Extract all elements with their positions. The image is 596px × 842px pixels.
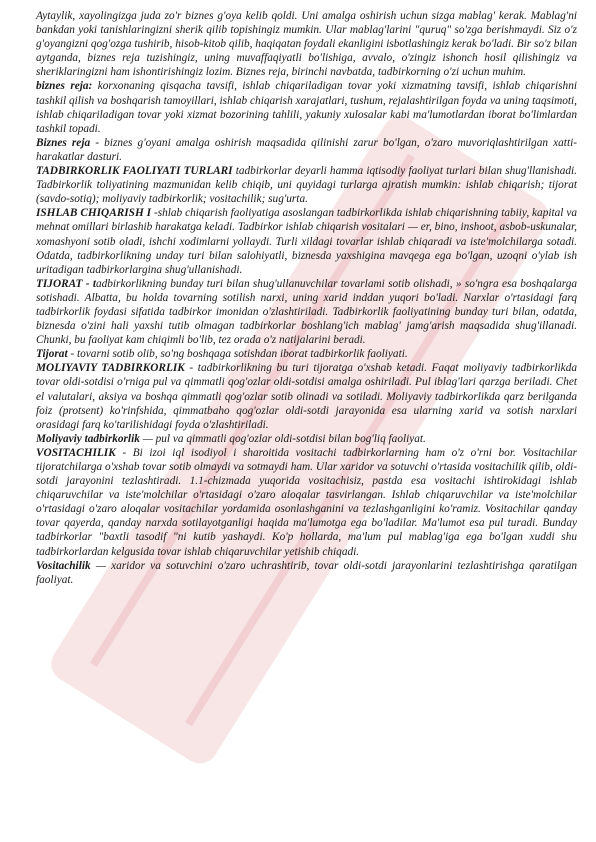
paragraph-lead: TADBIRKORLIK FAOLIYATI TURLARI <box>36 165 233 178</box>
document-body <box>36 9 577 587</box>
paragraph-lead: Biznes reja <box>36 136 91 149</box>
paragraph-lead: Moliyaviy tadbirkorlik <box>36 432 140 445</box>
paragraph-ishlab-chiqarish <box>36 206 577 276</box>
paragraph-lead: MOLIYAVIY TADBIRKORLIK <box>36 362 185 375</box>
paragraph-lead: Vositachilik <box>36 559 91 572</box>
paragraph-lead: ISHLAB CHIQARISH I <box>36 207 152 220</box>
paragraph-tijorat-definition <box>36 347 577 361</box>
paragraph-text: korxonaning qisqacha tavsifi, ishlab chiqariladigan tovar yoki xizmatning tavsifi, ishlab chiqarishni tashkil qilish va boshqarish tamoyillari, ishlab chiqarish xarajatlari, tushum, rejalashtirilgan foyda va uning taqsimoti, ishlab chiqariladigan tovar yoki xizmat bozorining tahlili, yakuniy xulosalar kabi ma'lumotlardan iborat bo'limlardan tashkil topadi. <box>36 80 577 135</box>
paragraph-text: adbirkorlikning bunday turi bilan shug'ullanuvchilar tovarlami sotib olishadi, » so'ngra esa boshqalarga sotishadi. Albatta, bu holda tovarning sotilish narxi, uning xarid inddan yuqori bo'ladi. Narxlar o'rtasidagi farq tadbirkorlik foydasi sifatida tadbirkor imonidan o'zlashtiriladi. Tadbirkorlik faoliyatining bunday turi bilan, odatda, biznesda o'zini hali yaxshi tutib olmagan tadbirkorlar boshlang'ich mablag' jamg'arish maqsadida shug'illanadi. Chunki, bu faoliyat kam chiqimli bo'lib, tez orada o'z natijalarini beradi. <box>36 277 578 347</box>
paragraph-text: — pul va qimmatli qog'ozlar oldi-sotdisi bilan bog'liq faoliyat. <box>139 432 426 445</box>
paragraph-moliyaviy <box>36 361 577 431</box>
paragraph-text: — xaridor va sotuvchini o'zaro uchrashtirib, tovar oldi-sotdi jarayonlarini tezlashtirishga qaratilgan faoliyat. <box>36 559 577 586</box>
paragraph-text: - Bi izoi iql isodiyol i sharoitida vositachi tadbirkorlarning ham o'z o'rni bor. Vositachilar tijoratchilarga o'xshab tovar sotib olmaydi va sotmaydi ham. Ular xaridor va sotuvchi o'rtasida vositachilik qilib, oldi-sotdi jarayonini tezlashtiradi. 1.1-chizmada yuqorida vositachisiz, pastda esa vositachi ishtirokidagi ishlab chiqaruvchilar va iste'molchilar o'rtasidagi o'zaro aloqalar tasvirlangan. Ishlab chiqaruvchilar va iste'molchilar o'rtasidagi o'zaro aloqalar vositachilar yordamida osonlashganini va tezlashganligini ko'ramiz. Vositachilar qanday tovar qayerda, qanday narxda sotilayotganligi haqida ma'lumotga ega bo'ladilar. Ma'lumot esa pul turadi. Bunday tadbirkorlar "baxtli tasodif "ni kutib yashaydi. Ko'p hollarda, ma'lum pul mablag'iga ega bo'lgan xuddi shu tadbirkorlardan kelgusida tovar ishlab chiqaruvchilar yetishib chiqadi. <box>36 446 577 558</box>
paragraph-text: tadbirkorlar deyarli hamma iqtisodiy faoliyat turlari bilan shug'llanishadi. Tadbirkorlik toliyatining mazmunidan kelib chiqib, uni quyidagi turlarga ajratish mumkin: ishlab chiqarish; tijorat (savdo-sotiq); moliyaviy tadbirkorlik; vositachilik; sug'urta. <box>36 165 577 206</box>
paragraph-lead: Tijorat <box>36 348 68 361</box>
paragraph-text: - tovarni sotib olib, so'ng boshqaga sotishdan iborat tadbirkorlik faoliyati. <box>67 348 408 361</box>
paragraph-text: - tadbirkorlikning bu turi tijoratga o'xshab ketadi. Faqat moliyaviy tadbirkorlikda tovar oldi-sotdisi o'rniga pul va qimmatli qog'ozlar oldi-sotdisi amalga oshiriladi. Pul iblag'lari qarzga beriladi. Chet el valutalari, aksiya va boshqa qimmatli qog'ozlar sotib olinadi va sotiladi. Moliyaviy tadbirkorlikda qarz berilganda foiz (protsent) ko'rinfshida, qimmatbaho qog'ozlar oldi-sotdi jarayonida esa ularning xarid va sotish narxlari orasidagi farq ko'tarilishidagi foyda o'zlashtiriladi. <box>36 362 577 431</box>
paragraph-biznes-reja-definition <box>36 136 577 164</box>
paragraph-lead: VOSITACHILIK <box>36 446 116 459</box>
paragraph-text: - biznes g'oyani amalga oshirish maqsadida qilinishi zarur bo'lgan, o'zaro muvoriqlashtirilgan xatti-harakatlar dasturi. <box>36 136 577 163</box>
paragraph-moliyaviy-definition <box>36 432 577 446</box>
paragraph-text: Aytaylik, xayolingizga juda zo'r biznes g'oya kelib qoldi. Uni amalga oshirish uchun sizga mablag' kerak. Mablag'ni bankdan yoki tanishlaringizni sherik qilib topishingiz mumkin. Ular mablag'larini "quruq" so'zga berishmaydi. Siz o'z g'oyangizni qog'ozga tushirib, hisob-kitob qilib, haqiqatan foydali ekanligini isbotlashingiz kerak bo'ladi. Bir so'z bilan aytganda, biznes reja tuzishingiz, uning muvaffaqiyatli bo'lishiga, avvalo, o'zingiz ishonch hosil qilishingiz va sheriklaringizni ham ishontirishingiz lozim. Biznes reja, birinchi navbatda, tadbirkorning o'zi uchun muhim. <box>36 10 577 79</box>
paragraph-tijorat <box>36 277 577 347</box>
paragraph-intro <box>36 9 577 79</box>
paragraph-text: -shlab chiqarish faoliyatiga asoslangan tadbirkorlikda ishlab chiqarishning tabiiy, kapital va mehnat omillari birlashib harakatga keladi. Tadbirkor ishlab chiqarish vositalari — er, bino, inshoot, asbob-uskunalar, xomashyoni sotib oladi, ishchi xodimlarni yollaydi. Turli xildagi tovarlar ishlab chiqaradi va iste'molchilarga sotadi. Odatda, tadbirkorlikning unday turi bilan salohiyatli, biznesda yaxshigina mavqega ega bo'lgan, uzoqni o'ylab ish uritadigan tadbirkorlargina shug'ullanishadi. <box>36 207 577 276</box>
paragraph-lead: TIJORAT - t <box>36 277 96 290</box>
paragraph-vositachilik-definition <box>36 559 577 587</box>
paragraph-vositachilik <box>36 446 577 559</box>
paragraph-lead: biznes reja: <box>36 80 93 93</box>
paragraph-tadbirkorlik-turlari <box>36 164 577 206</box>
paragraph-biznes-reja-contents <box>36 79 577 135</box>
